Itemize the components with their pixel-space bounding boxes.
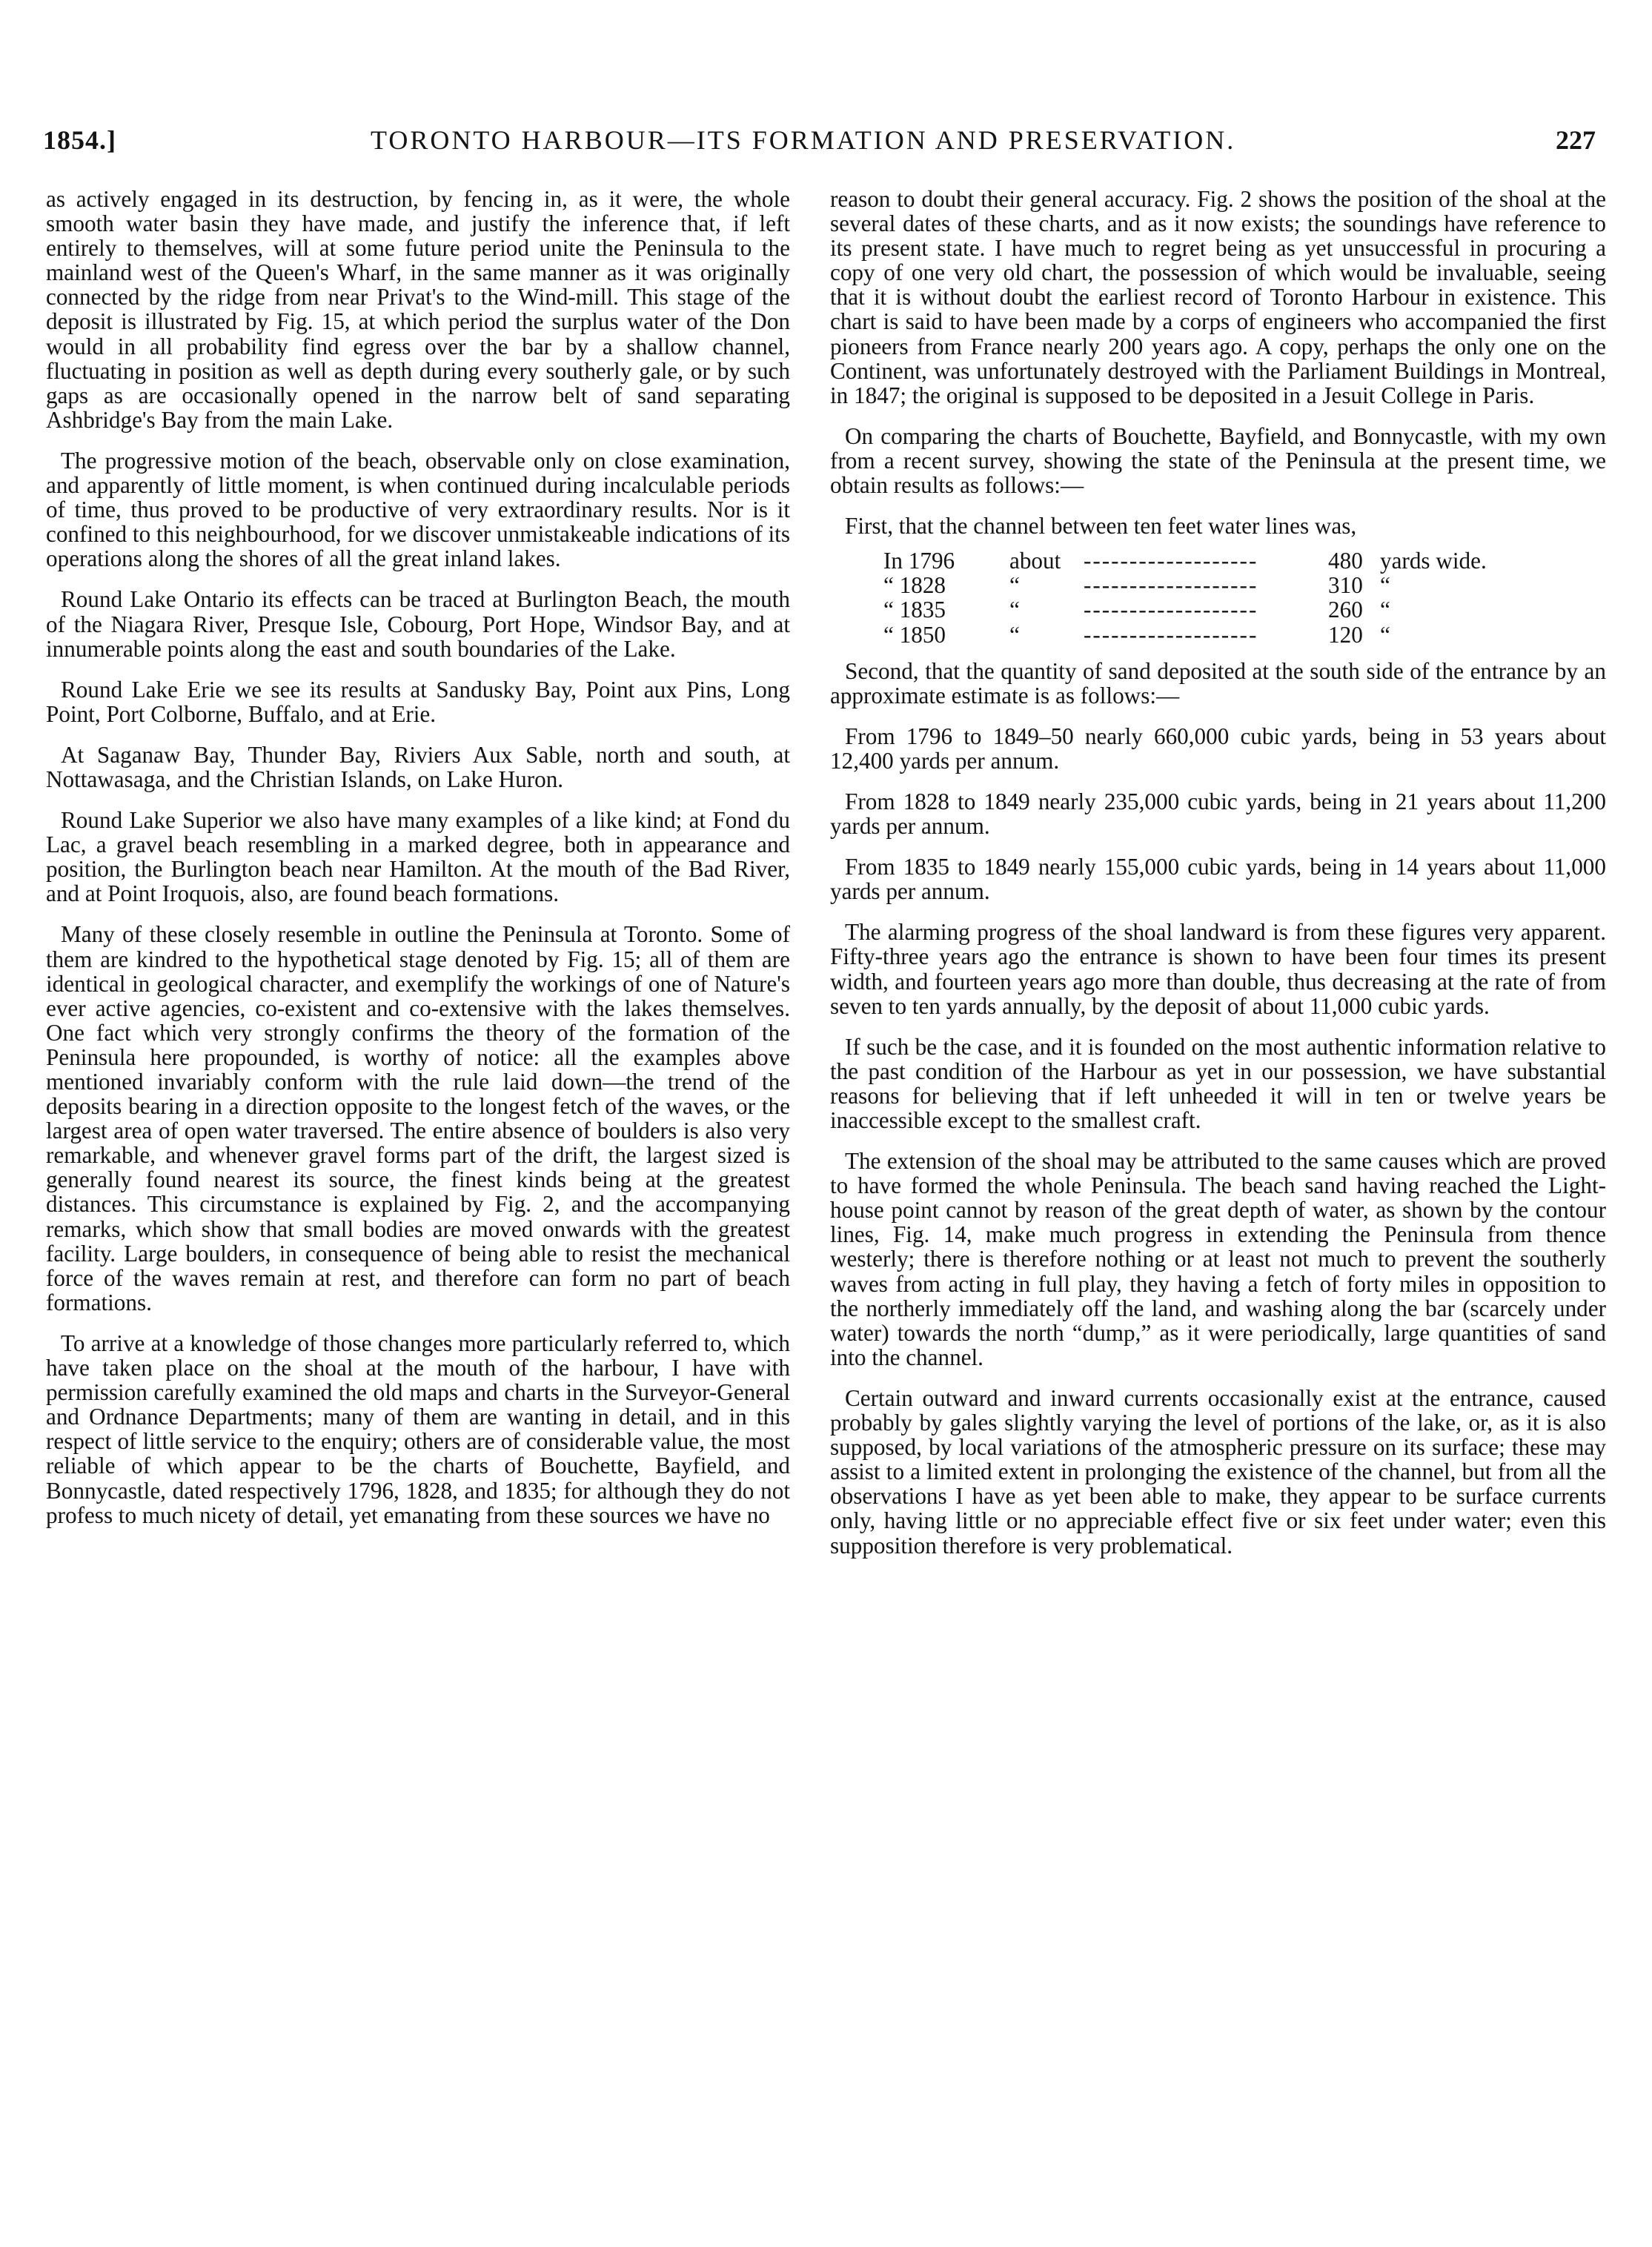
paragraph: The extension of the shoal may be attributed to the same causes which are proved to have formed the whole Peninsula. The beach sand having reached the Light-house point cannot by reason of the great depth of water, as shown by the contour lines, Fig. 14, make much progress in extending the Peninsula from thence westerly; there is therefore nothing or at least not much to prevent the southerly waves from acting in full play, they having a fetch of forty miles in opposition to the northerly immediately off the land, and washing along the bar (scarcely under water) towards the north “dump,” as it were periodically, large quantities of sand into the channel. [830,1148,1606,1370]
table-cell-value: 310 [1328,572,1363,599]
table-cell-unit: “ [1380,597,1390,623]
paragraph: From 1796 to 1849–50 nearly 660,000 cubic yards, being in 53 years about 12,400 yards per annum. [830,723,1606,774]
table-cell-year: “ 1828 [883,572,946,599]
paragraph: Second, that the quantity of sand deposited at the south side of the entrance by an approximate estimate is as follows:— [830,657,1606,708]
table-cell-about: “ [1009,621,1020,648]
table-cell-about: “ [1009,572,1020,599]
table-cell-about: about [1009,548,1061,574]
dot-leader: ------------------- [1084,548,1258,574]
paragraph: Round Lake Superior we also have many examples of a like kind; at Fond du Lac, a gravel beach resembling in a marked degree, both in appearance and position, the Burlington beach near Hamilton. At the mouth of the Bad River, and at Point Iroquois, also, are found beach formations. [46,807,790,907]
paragraph: From 1835 to 1849 nearly 155,000 cubic yards, being in 14 years about 11,000 yards per annum. [830,854,1606,905]
paragraph: At Saganaw Bay, Thunder Bay, Riviers Aux Sable, north and south, at Nottawasaga, and the Christian Islands, on Lake Huron. [46,741,790,792]
dot-leader: ------------------- [1084,597,1258,623]
paragraph-continued: as actively engaged in its destruction, by fencing in, as it were, the whole smooth water basin they have made, and justify the inference that, if left entirely to themselves, will at some future period unite the Peninsula to the mainland west of the Queen's Wharf, in the same manner as it was originally connected by the ridge from near Privat's to the Wind-mill. This stage of the deposit is illustrated by Fig. 15, at which period the surplus water of the Don would in all probability find egress over the bar by a shallow channel, fluctuating in position as well as depth during every southerly gale, or by such gaps as are occasionally opened in the narrow belt of sand separating Ashbridge's Bay from the main Lake. [46,186,790,433]
table-cell-year: In 1796 [883,548,955,574]
running-head-year: 1854.] [43,125,116,155]
table-cell-value: 260 [1328,597,1363,623]
table-cell-year: “ 1850 [883,621,946,648]
paragraph: The alarming progress of the shoal landward is from these figures very apparent. Fifty-three years ago the entrance is shown to have been four times its present width, and fourteen years ago more than double, thus decreasing at the rate of from seven to ten yards annually, by the deposit of about 11,000 cubic yards. [830,919,1606,1019]
running-head-title: TORONTO HARBOUR—ITS FORMATION AND PRESERVATION. [371,125,1236,155]
table-row [883,548,1487,573]
table-cell-unit: “ [1380,572,1390,599]
left-column [46,187,790,1544]
table-row [883,623,1487,647]
dot-leader: ------------------- [1084,572,1258,599]
right-column [830,187,1606,1574]
paragraph: To arrive at a knowledge of those changes more particularly referred to, which have taken place on the shoal at the mouth of the harbour, I have with permission carefully examined the old maps and charts in the Surveyor-General and Ordnance Departments; many of them are wanting in detail, and in this respect of little service to the enquiry; others are of considerable value, the most reliable of which appear to be the charts of Bouchette, Bayfield, and Bonnycastle, dated respectively 1796, 1828, and 1835; for although they do not profess to much nicety of detail, yet emanating from these sources we have no [46,1330,790,1528]
table-cell-about: “ [1009,597,1020,623]
table-cell-unit: “ [1380,621,1390,648]
paragraph: If such be the case, and it is founded on the most authentic information relative to the past condition of the Harbour as yet in our possession, we have substantial reasons for believing that if left unheeded it will in ten or twelve years be inaccessible except to the smallest craft. [830,1033,1606,1133]
paragraph: On comparing the charts of Bouchette, Bayfield, and Bonnycastle, with my own from a recent survey, showing the state of the Peninsula at the present time, we obtain results as follows:— [830,422,1606,499]
paragraph: Round Lake Ontario its effects can be traced at Burlington Beach, the mouth of the Niagara River, Presque Isle, Cobourg, Port Hope, Windsor Bay, and at innumerable points along the east and south boundaries of the Lake. [46,586,790,662]
paragraph: The progressive motion of the beach, observable only on close examination, and apparently of little moment, is when continued during incalculable periods of time, thus proved to be productive of very extraordinary results. Nor is it confined to this neighbourhood, for we discover unmistakeable indications of its operations along the shores of all the great inland lakes. [46,447,790,572]
paragraph: Many of these closely resemble in outline the Peninsula at Toronto. Some of them are kindred to the hypothetical stage denoted by Fig. 15; all of them are identical in geological character, and exemplify the workings of one of Nature's ever active agencies, co-existent and co-extensive with the lakes themselves. One fact which very strongly confirms the theory of the formation of the Peninsula here propounded, is worthy of notice: all the examples above mentioned invariably conform with the rule laid down—the trend of the deposits bearing in a direction opposite to the longest fetch of the waves, or the largest area of open water traversed. The entire absence of boulders is also very remarkable, and whenever gravel forms part of the drift, the largest sized is generally found nearest its source, the finest kinds being at the greatest distances. This circumstance is explained by Fig. 2, and the accompanying remarks, which show that small bodies are moved onwards with the greatest facility. Large boulders, in consequence of being able to resist the mechanical force of the waves remain at rest, and therefore can form no part of beach formations. [46,921,790,1315]
table-cell-value: 120 [1328,621,1363,648]
paragraph: First, that the channel between ten feet water lines was, [845,513,1357,540]
table-cell-year: “ 1835 [883,597,946,623]
paragraph-continued: reason to doubt their general accuracy. Fig. 2 shows the position of the shoal at the several dates of these charts, and as it now exists; the soundings have reference to its present state. I have much to regret being as yet unsuccessful in procuring a copy of one very old chart, the possession of which would be invaluable, seeing that it is without doubt the earliest record of Toronto Harbour in existence. This chart is said to have been made by a corps of engineers who accompanied the first pioneers from France nearly 200 years ago. A copy, perhaps the only one on the Continent, was unfortunately destroyed with the Parliament Buildings in Montreal, in 1847; the original is supposed to be deposited in a Jesuit College in Paris. [830,186,1606,408]
paragraph: From 1828 to 1849 nearly 235,000 cubic yards, being in 21 years about 11,200 yards per annum. [830,788,1606,840]
table-cell-value: 480 [1328,548,1363,574]
channel-width-table [883,548,1487,646]
table-row [883,573,1487,597]
paragraph: Round Lake Erie we see its results at Sandusky Bay, Point aux Pins, Long Point, Port Colborne, Buffalo, and at Erie. [46,676,790,727]
paragraph: Certain outward and inward currents occasionally exist at the entrance, caused probably by gales slightly varying the level of portions of the lake, or, as it is also supposed, by local variations of the atmospheric pressure on its surface; these may assist to a limited extent in prolonging the existence of the channel, but from all the observations I have as yet been able to make, they appear to be surface currents only, having little or no appreciable effect five or six feet under water; even this supposition therefore is very problematical. [830,1384,1606,1559]
dot-leader: ------------------- [1084,621,1258,648]
page-number: 227 [1556,125,1596,155]
table-row [883,597,1487,622]
table-cell-unit: yards wide. [1380,548,1487,574]
